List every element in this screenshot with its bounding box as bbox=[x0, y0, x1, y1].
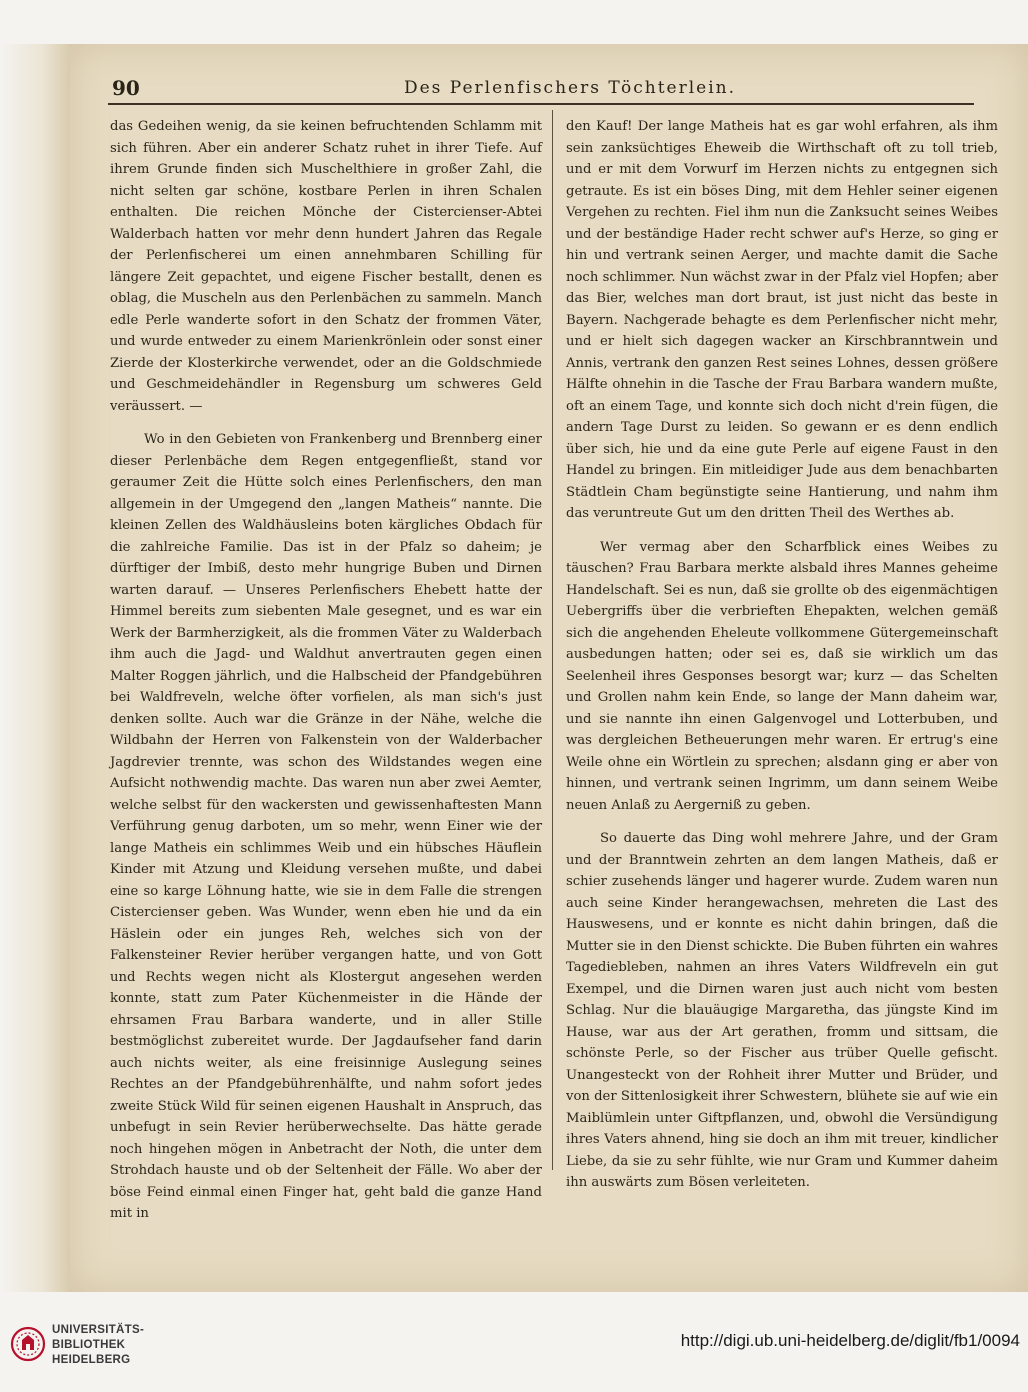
left-paragraph-2: Wo in den Gebieten von Frankenberg und Brennberg einer dieser Perlenbäche dem Regen entgegenfließt, stand vor geraumer Zeit die Hütte solch eines Perlenfischers, den man allgemein in der Umgegend den „langen Matheis“ nannte. Die kleinen Zellen des Waldhäusleins boten kärgliches Obdach für die zahlreiche Familie. Das ist in der Pfalz so daheim; je dürftiger der Imbiß, desto mehr hungrige Buben und Dirnen warten darauf. — Unseres Perlenfischers Ehebett hatte der Himmel bereits zum siebenten Male gesegnet, und es war ein Werk der Barmherzigkeit, als die frommen Väter zu Walderbach ihm auch die Jagd- und Waldhut anvertrauten gegen einen Malter Roggen jährlich, und die Halbscheid der Pfandgebühren bei Waldfreveln, welche öfter vorfielen, als man sich's just denken sollte. Auch war die Gränze in der Nähe, welche die Wildbahn der Herren von Falkenstein von der Walderbacher Jagdrevier trennte, was schon des Wildstandes wegen eine Aufsicht nothwendig machte. Das waren nun aber zwei Aemter, welche selbst für den wackersten und gewissenhaftesten Mann Verführung genug darboten, um so mehr, wenn Einer wie der lange Matheis ein schlimmes Weib und ein hübsches Häuflein Kinder mit Atzung und Kleidung versehen mußte, und dabei eine so karge Löhnung hatte, wie sie in dem Falle die strengen Cistercienser geben. Was Wunder, wenn eben hie und da ein Häslein oder ein junges Reh, welches sich von der Falkensteiner Revier herüber vergangen hatte, und von Gott und Rechts wegen nicht als Klostergut angesehen werden konnte, statt zum Pater Küchenmeister in die Hände der ehrsamen Frau Barbara wanderte, und in aller Stille bestmöglichst zubereitet wurde. Der Jagdaufseher fand darin auch nichts weiter, als eine freisinnige Auslegung seines Rechtes an der Pfandgebührenhälfte, und nahm sofort jedes zweite Stück Wild für seinen eigenen Haushalt in Anspruch, das unbefugt in sein Revier herüberwechselte. Das hätte gerade noch hingehen mögen in Anbetracht der Noth, die unter dem Strohdach hauste und ob der Seltenheit der Fälle. Wo aber der böse Feind einmal einen Finger hat, geht bald die ganze Hand mit in bbox=[110, 432, 542, 1221]
library-name-line-2: BIBLIOTHEK bbox=[52, 1339, 126, 1351]
left-column bbox=[110, 116, 542, 1225]
right-column bbox=[566, 116, 998, 1194]
right-paragraph-2: Wer vermag aber den Scharfblick eines Weibes zu täuschen? Frau Barbara merkte alsbald ihres Mannes geheime Handelschaft. Sei es nun, daß sie grollte ob des eigenmächtigen Uebergriffs über die verbrieften Ehepakten, welchen gemäß sich die angehenden Eheleute vollkommene Gütergemeinschaft ausbedungen hatten; oder sei es, daß sie wirklich um das Seelenheil ihres Gesponses besorgt war; kurz — das Schelten und Grollen nahm kein Ende, so lange der Mann daheim war, und sie nannte ihn einen Galgenvogel und Lotterbuben, und was dergleichen Betheuerungen mehr waren. Er ertrug's eine Weile ohne ein Wörtlein zu sprechen; alsdann ging er aber von hinnen, und vertrank seinen Ingrimm, um dann seinem Weibe neuen Anlaß zu Aergerniß zu geben. bbox=[566, 539, 998, 813]
paper-edge bbox=[0, 44, 70, 1292]
page-number: 90 bbox=[112, 76, 140, 100]
right-paragraph-1: den Kauf! Der lange Matheis hat es gar wohl erfahren, als ihm sein zanksüchtiges Eheweib die Wirthschaft oft zu toll trieb, und er mit dem Vorwurf im Herzen nichts zu entgegnen sich getraute. Es ist ein böses Ding, mit dem Hehler seiner eigenen Vergehen zu rechten. Fiel ihm nun die Zanksucht seines Weibes und der beständige Hader recht schwer auf's Herze, so ging er hin und vertrank seinen Aerger, und machte damit die Sache noch schlimmer. Nun wächst zwar in der Pfalz viel Hopfen; aber das Bier, welches man dort braut, ist just nicht das beste in Bayern. Nachgerade behagte es dem Perlenfischer nicht mehr, und er hielt sich dagegen wacker an Kirschbranntwein und Annis, vertrank den ganzen Rest seines Lohnes, dessen größere Hälfte ohnehin in die Tasche der Frau Barbara wandern mußte, oft an einem Tage, und konnte sich doch nicht d'rein fügen, die andern Tage Durst zu leiden. So gewann er es denn endlich über sich, hie und da eine gute Perle auf eigene Faust in den Handel zu bringen. Ein mitleidiger Jude aus dem benachbarten Städtlein Cham begünstigte seine Hantierung, und nahm ihm das veruntreute Gut um den dritten Theil des Werthes ab. bbox=[566, 119, 998, 521]
column-divider bbox=[552, 110, 553, 1170]
header-rule bbox=[108, 103, 974, 105]
left-paragraph-1: das Gedeihen wenig, da sie keinen befruchtenden Schlamm mit sich führen. Aber ein anderer Schatz ruhet in ihrer Tiefe. Auf ihrem Grunde finden sich Muschelthiere in großer Zahl, die nicht selten gar schöne, kostbare Perlen in ihren Schalen enthalten. Die reichen Mönche der Cistercienser-Abtei Walderbach hatten vor mehr denn hundert Jahren das Regale der Perlenfischerei um einen annehmbaren Schilling für längere Zeit gepachtet, und eigene Fischer bestallt, denen es oblag, die Muscheln aus den Perlenbächen zu sammeln. Manch edle Perle wanderte sofort in den Schatz der frommen Väter, und wurde entweder zu einem Marienkrönlein oder sonst einer Zierde der Klosterkirche verwendet, oder an die Goldschmiede und Geschmeidehändler in Regensburg um schweres Geld veräussert. — bbox=[110, 119, 542, 414]
running-title: Des Perlenfischers Töchterlein. bbox=[403, 78, 737, 98]
university-seal-icon bbox=[10, 1320, 46, 1368]
library-name-line-3: HEIDELBERG bbox=[52, 1354, 131, 1366]
right-paragraph-3: So dauerte das Ding wohl mehrere Jahre, und der Gram und der Branntwein zehrten an dem langen Matheis, daß er schier zusehends länger und hagerer wurde. Zudem waren nun auch seine Kinder herangewachsen, mehreten die Last des Hauswesens, und er konnte es nicht dahin bringen, daß die Mutter sie in den Dienst schickte. Die Buben führten ein wahres Tagediebleben, nahmen an ihres Vaters Wildfreveln ein gut Exempel, und die Dirnen waren just auch nicht vom besten Schlag. Nur die blauäugige Margaretha, das jüngste Kind im Hause, war aus der Art gerathen, fromm und sittsam, die schönste Perle, so der Fischer aus trüber Quelle gefischt. Unangesteckt von der Rohheit ihrer Mutter und Brüder, und von der Sittenlosigkeit ihrer Schwestern, blühete sie auf wie ein Maiblümlein unter Giftpflanzen, und, obwohl die Versündigung ihres Vaters ahnend, hing sie doch an ihm mit treuer, kindlicher Liebe, da sie zu sehr fühlte, wie nur Gram und Kummer daheim ihn auswärts zum Bösen verleiteten. bbox=[566, 831, 998, 1190]
library-name-line-1: UNIVERSITÄTS- bbox=[52, 1324, 145, 1336]
library-name bbox=[52, 1323, 144, 1368]
source-url-link[interactable]: http://digi.ub.uni-heidelberg.de/diglit/fb1/0094 bbox=[680, 1331, 1020, 1350]
